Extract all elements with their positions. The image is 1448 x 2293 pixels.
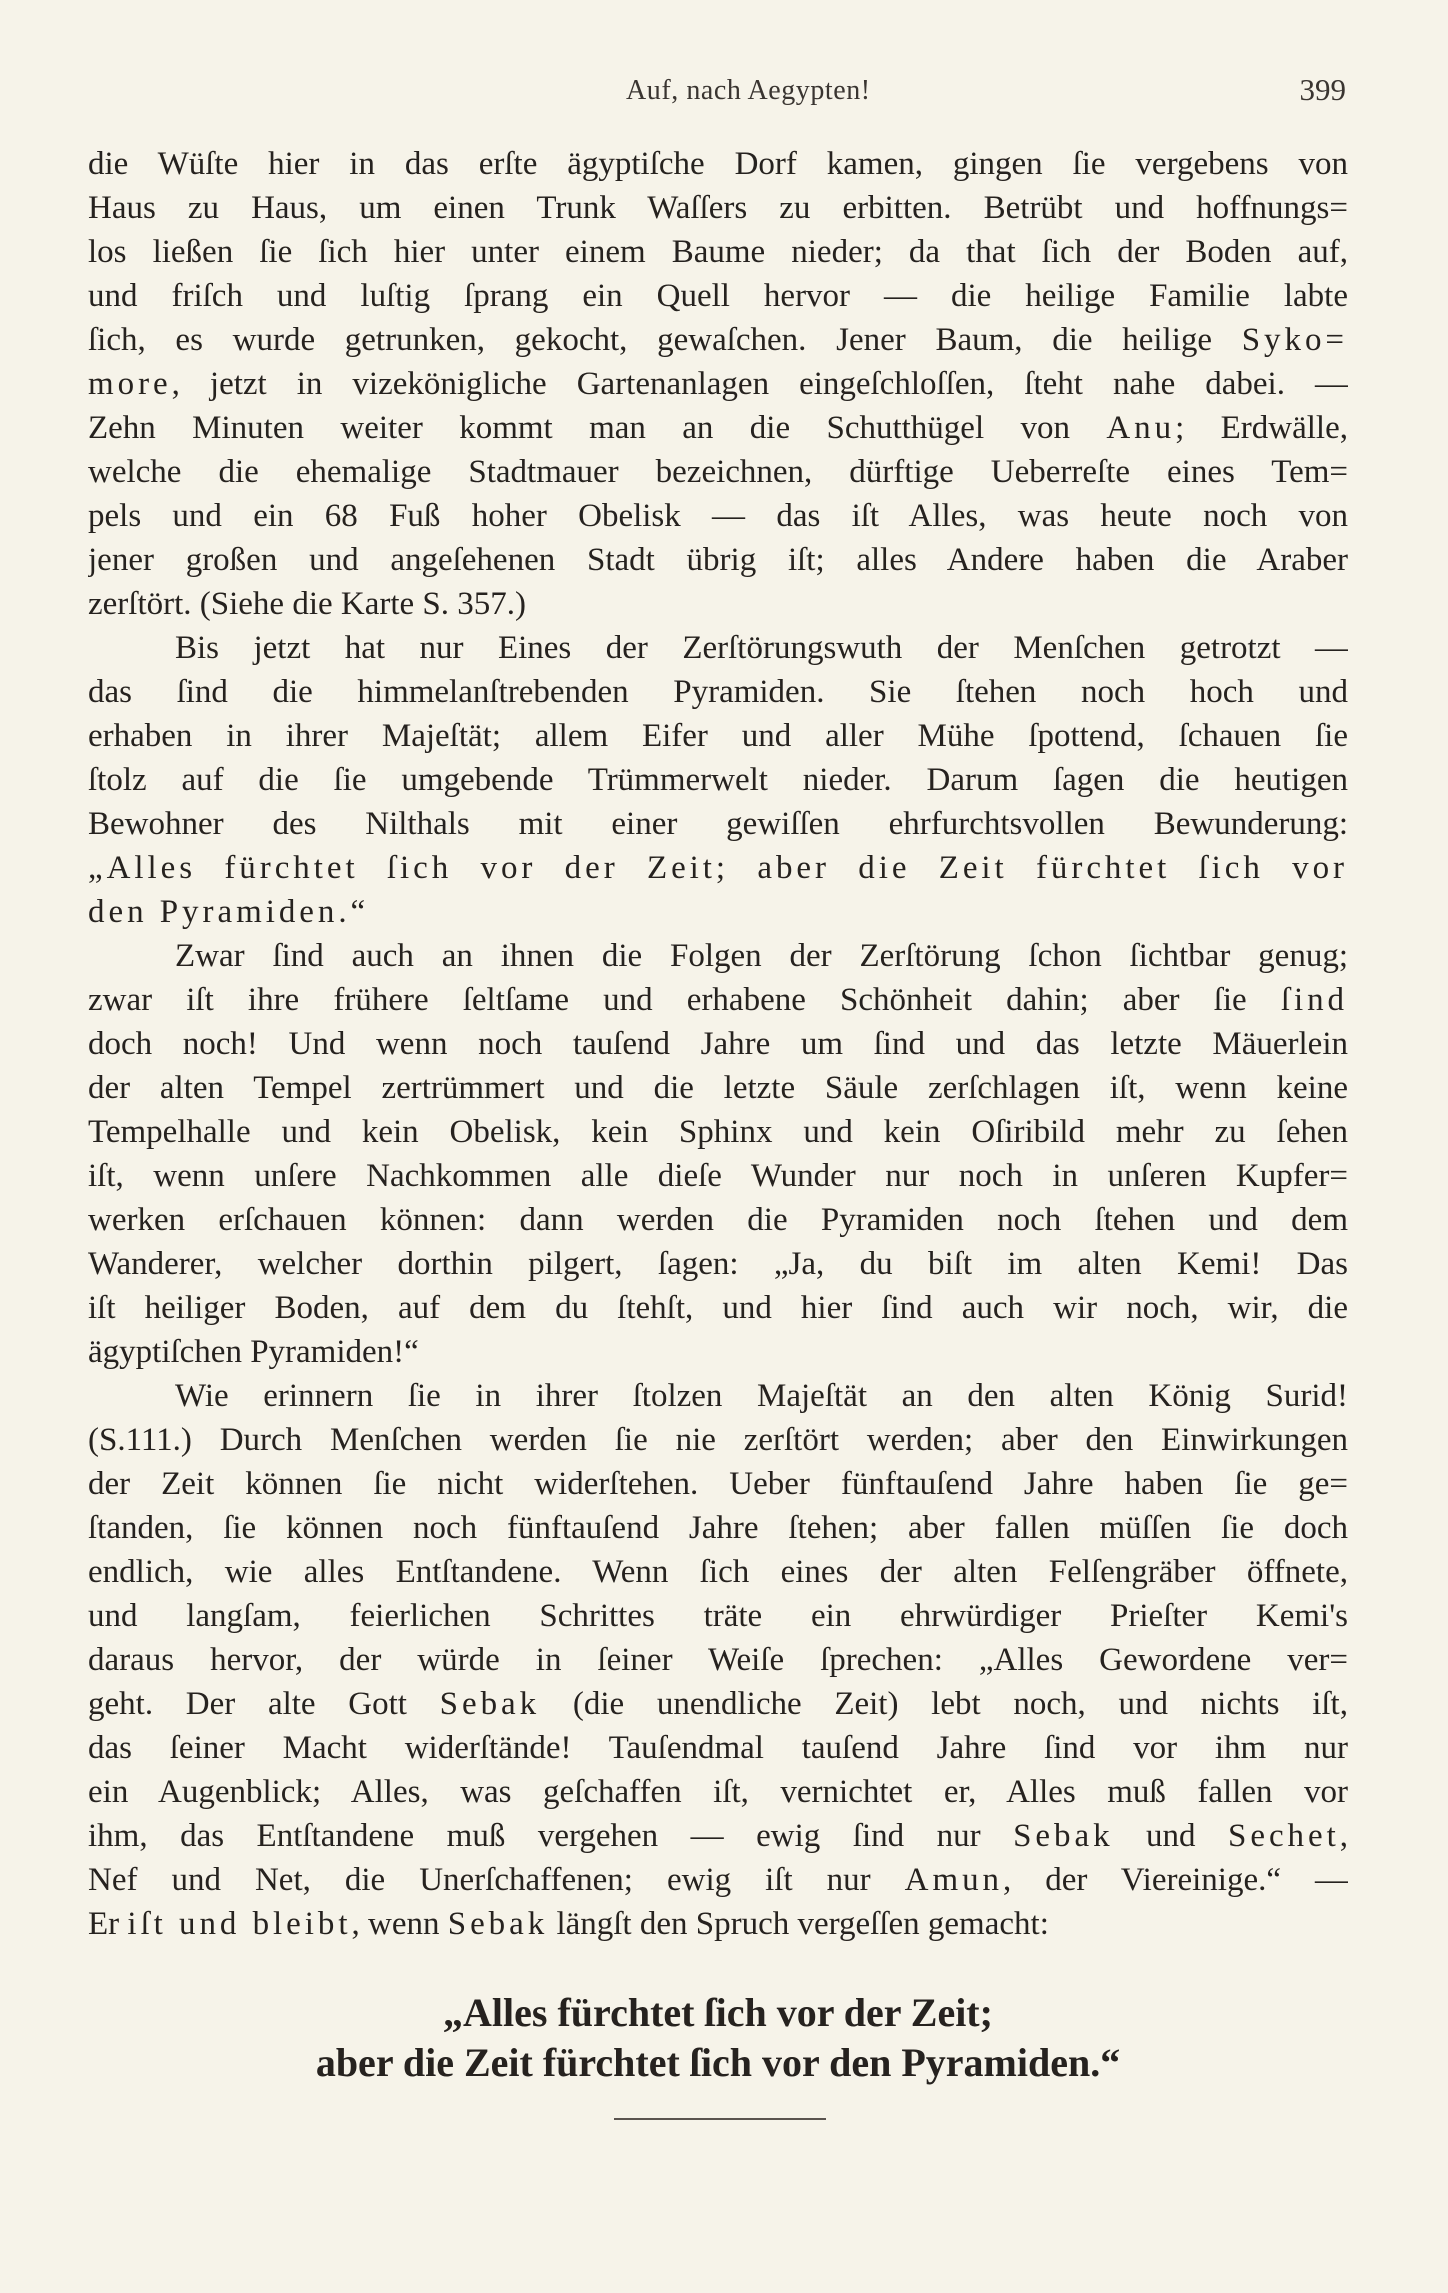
- emphasized-text: Anu: [1106, 410, 1176, 446]
- body-line: [88, 1242, 1348, 1286]
- text-segment: werken erſchauen können: dann werden die Pyramiden noch ſtehen und dem: [88, 1202, 1348, 1238]
- body-line: [88, 978, 1348, 1022]
- text-segment: iſt, wenn unſere Nachkommen alle dieſe Wunder nur noch in unſeren Kupfer=: [88, 1158, 1348, 1194]
- body-line: [88, 1022, 1348, 1066]
- text-segment: das ſeiner Macht widerſtände! Tauſendmal tauſend Jahre ſind vor ihm nur: [88, 1730, 1348, 1766]
- body-line: [88, 1154, 1348, 1198]
- closing-quote: [88, 1988, 1348, 2088]
- text-segment: jener großen und angeſehenen Stadt übrig iſt; alles Andere haben die Araber: [88, 542, 1348, 578]
- text-segment: ,: [1339, 1818, 1348, 1854]
- text-segment: Nef und Net, die Unerſchaffenen; ewig iſt nur: [88, 1862, 905, 1898]
- body-line: [88, 1858, 1348, 1902]
- text-segment: der alten Tempel zertrümmert und die letzte Säule zerſchlagen iſt, wenn keine: [88, 1070, 1348, 1106]
- body-line: [88, 1902, 1348, 1946]
- text-segment: Bis jetzt hat nur Eines der Zerſtörungswuth der Menſchen getrotzt —: [175, 630, 1348, 666]
- body-line: [88, 1550, 1348, 1594]
- body-line: [88, 1770, 1348, 1814]
- body-line: [88, 1286, 1348, 1330]
- emphasized-text: more: [88, 366, 172, 402]
- text-segment: das ſind die himmelanſtrebenden Pyramiden. Sie ſtehen noch hoch und: [88, 674, 1348, 710]
- text-segment: Wanderer, welcher dorthin pilgert, ſagen: „Ja, du biſt im alten Kemi! Das: [88, 1246, 1348, 1282]
- body-line: [88, 186, 1348, 230]
- body-text: [88, 142, 1348, 1946]
- body-line: [88, 1638, 1348, 1682]
- text-segment: , der Viereinige.“ —: [1003, 1862, 1348, 1898]
- body-line: [88, 362, 1348, 406]
- end-rule: [614, 2118, 826, 2120]
- text-segment: ein Augenblick; Alles, was geſchaffen iſt, vernichtet er, Alles muß fallen vor: [88, 1774, 1348, 1810]
- body-line: [88, 582, 1348, 626]
- body-line: [88, 1814, 1348, 1858]
- text-segment: und: [1113, 1818, 1229, 1854]
- text-segment: iſt heiliger Boden, auf dem du ſtehſt, und hier ſind auch wir noch, wir, die: [88, 1290, 1348, 1326]
- body-line: [88, 846, 1348, 890]
- text-segment: der Zeit können ſie nicht widerſtehen. Ueber fünftauſend Jahre haben ſie ge=: [88, 1466, 1348, 1502]
- text-segment: , wenn: [351, 1906, 448, 1942]
- emphasized-text: den Pyramiden.“: [88, 894, 370, 930]
- text-segment: die Wüſte hier in das erſte ägyptiſche Dorf kamen, gingen ſie vergebens von: [88, 146, 1348, 182]
- text-segment: Er: [88, 1906, 128, 1942]
- text-segment: ägyptiſchen Pyramiden!“: [88, 1334, 419, 1370]
- body-line: [88, 1506, 1348, 1550]
- text-segment: Tempelhalle und kein Obelisk, kein Sphinx und kein Oſiribild mehr zu ſehen: [88, 1114, 1348, 1150]
- text-segment: daraus hervor, der würde in ſeiner Weiſe ſprechen: „Alles Gewordene ver=: [88, 1642, 1348, 1678]
- text-segment: und langſam, feierlichen Schrittes träte ein ehrwürdiger Prieſter Kemi's: [88, 1598, 1348, 1634]
- text-segment: (die unendliche Zeit) lebt noch, und nichts iſt,: [540, 1686, 1348, 1722]
- body-line: [88, 450, 1348, 494]
- text-segment: geht. Der alte Gott: [88, 1686, 440, 1722]
- emphasized-text: Sebak: [447, 1906, 549, 1942]
- text-segment: längſt den Spruch vergeſſen gemacht:: [548, 1906, 1049, 1942]
- paragraph-start-line: [88, 1374, 1348, 1418]
- body-line: [88, 758, 1348, 802]
- body-line: [88, 1594, 1348, 1638]
- text-segment: , jetzt in vizekönigliche Gartenanlagen eingeſchloſſen, ſteht nahe dabei. —: [171, 366, 1348, 402]
- emphasized-text: Amun: [904, 1862, 1003, 1898]
- body-line: [88, 1330, 1348, 1374]
- emphasized-text: „Alles fürchtet ſich vor der Zeit; aber die Zeit fürchtet ſich vor: [88, 850, 1348, 886]
- body-line: [88, 406, 1348, 450]
- body-line: [88, 802, 1348, 846]
- body-line: [88, 494, 1348, 538]
- text-segment: ; Erdwälle,: [1175, 410, 1348, 446]
- body-line: [88, 714, 1348, 758]
- body-line: [88, 1066, 1348, 1110]
- paragraph-start-line: [88, 626, 1348, 670]
- emphasized-text: Sechet: [1228, 1818, 1340, 1854]
- body-line: [88, 670, 1348, 714]
- text-segment: Haus zu Haus, um einen Trunk Waſſers zu erbitten. Betrübt und hoffnungs=: [88, 190, 1348, 226]
- text-segment: doch noch! Und wenn noch tauſend Jahre um ſind und das letzte Mäuerlein: [88, 1026, 1348, 1062]
- body-line: [88, 890, 1348, 934]
- emphasized-text: Syko=: [1241, 322, 1348, 358]
- emphasized-text: iſt und bleibt: [127, 1906, 352, 1942]
- text-segment: ſtolz auf die ſie umgebende Trümmerwelt nieder. Darum ſagen die heutigen: [88, 762, 1348, 798]
- text-segment: Bewohner des Nilthals mit einer gewiſſen ehrfurchtsvollen Bewunderung:: [88, 806, 1348, 842]
- text-segment: zerſtört. (Siehe die Karte S. 357.): [88, 586, 527, 622]
- text-segment: welche die ehemalige Stadtmauer bezeichnen, dürftige Ueberreſte eines Tem=: [88, 454, 1348, 490]
- text-segment: Wie erinnern ſie in ihrer ſtolzen Majeſtät an den alten König Surid!: [175, 1378, 1348, 1414]
- body-line: [88, 1110, 1348, 1154]
- text-segment: erhaben in ihrer Majeſtät; allem Eifer und aller Mühe ſpottend, ſchauen ſie: [88, 718, 1348, 754]
- text-segment: zwar iſt ihre frühere ſeltſame und erhabene Schönheit dahin; aber ſie: [88, 982, 1281, 1018]
- body-line: [88, 142, 1348, 186]
- body-line: [88, 274, 1348, 318]
- body-line: [88, 230, 1348, 274]
- text-segment: endlich, wie alles Entſtandene. Wenn ſich eines der alten Felſengräber öffnete,: [88, 1554, 1348, 1590]
- closing-quote-line: aber die Zeit fürchtet ſich vor den Pyramiden.“: [315, 2040, 1121, 2085]
- text-segment: Zwar ſind auch an ihnen die Folgen der Zerſtörung ſchon ſichtbar genug;: [175, 938, 1348, 974]
- paragraph-start-line: [88, 934, 1348, 978]
- text-segment: ſtanden, ſie können noch fünftauſend Jahre ſtehen; aber fallen müſſen ſie doch: [88, 1510, 1348, 1546]
- text-segment: und friſch und luſtig ſprang ein Quell hervor — die heilige Familie labte: [88, 278, 1348, 314]
- emphasized-text: Sebak: [1013, 1818, 1114, 1854]
- body-line: [88, 1462, 1348, 1506]
- page-number: 399: [1299, 72, 1346, 107]
- text-segment: ſich, es wurde getrunken, gekocht, gewaſchen. Jener Baum, die heilige: [88, 322, 1242, 358]
- running-head: Auf, nach Aegypten!: [626, 75, 871, 106]
- text-segment: pels und ein 68 Fuß hoher Obelisk — das iſt Alles, was heute noch von: [88, 498, 1348, 534]
- body-line: [88, 538, 1348, 582]
- body-line: [88, 1198, 1348, 1242]
- emphasized-text: Sebak: [439, 1686, 541, 1722]
- text-segment: ihm, das Entſtandene muß vergehen — ewig ſind nur: [88, 1818, 1014, 1854]
- emphasized-text: ſind: [1280, 982, 1348, 1018]
- body-line: [88, 1682, 1348, 1726]
- text-segment: Zehn Minuten weiter kommt man an die Schutthügel von: [88, 410, 1107, 446]
- text-segment: (S.111.) Durch Menſchen werden ſie nie zerſtört werden; aber den Einwirkungen: [88, 1422, 1348, 1458]
- body-line: [88, 1726, 1348, 1770]
- body-line: [88, 1418, 1348, 1462]
- text-segment: los ließen ſie ſich hier unter einem Baume nieder; da that ſich der Boden auf,: [88, 234, 1348, 270]
- body-line: [88, 318, 1348, 362]
- closing-quote-line: „Alles fürchtet ſich vor der Zeit;: [443, 1990, 993, 2035]
